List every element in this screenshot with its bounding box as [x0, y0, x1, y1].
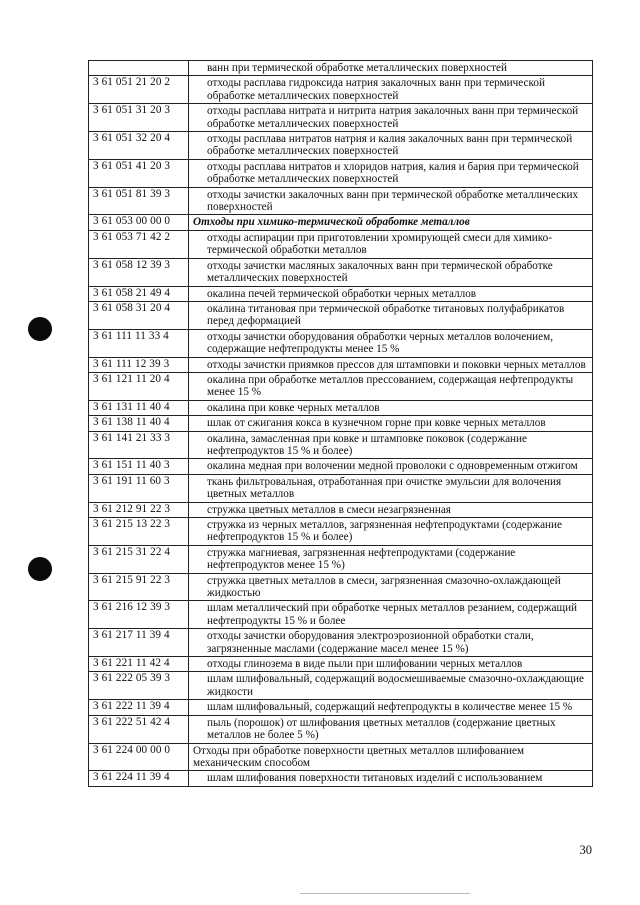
- table-row: [89, 518, 593, 546]
- table-group-row: [89, 743, 593, 771]
- waste-code-cell: 3 61 053 00 00 0: [89, 215, 189, 230]
- table-row: [89, 474, 593, 502]
- table-row: [89, 431, 593, 459]
- waste-code-cell: 3 61 138 11 40 4: [89, 416, 189, 431]
- table-row: [89, 357, 593, 372]
- waste-code-cell: 3 61 058 31 20 4: [89, 301, 189, 329]
- table-row: [89, 771, 593, 786]
- waste-description-cell: отходы зачистки приямков прессов для штамповки и поковки черных металлов: [189, 357, 593, 372]
- waste-code-cell: 3 61 216 12 39 3: [89, 601, 189, 629]
- scan-artifact-line: [300, 893, 470, 894]
- table-row: [89, 230, 593, 258]
- table-row: [89, 329, 593, 357]
- table-row: [89, 61, 593, 76]
- waste-description-cell: отходы аспирации при приготовлении хромирующей смеси для химико-термической обработки металлов: [189, 230, 593, 258]
- table-row: [89, 672, 593, 700]
- waste-description-cell: ванн при термической обработке металлических поверхностей: [189, 61, 593, 76]
- waste-code-cell: 3 61 051 81 39 3: [89, 187, 189, 215]
- waste-description-cell: окалина, замасленная при ковке и штамповке поковок (содержание нефтепродуктов 15 % и более): [189, 431, 593, 459]
- waste-code-cell: 3 61 222 05 39 3: [89, 672, 189, 700]
- waste-code-cell: 3 61 224 11 39 4: [89, 771, 189, 786]
- waste-code-cell: [89, 61, 189, 76]
- waste-code-cell: 3 61 051 21 20 2: [89, 76, 189, 104]
- waste-description-cell: окалина печей термической обработки черных металлов: [189, 286, 593, 301]
- table-row: [89, 459, 593, 474]
- waste-description-cell: отходы зачистки масляных закалочных ванн при термической обработке металлических поверхностей: [189, 258, 593, 286]
- table-row: [89, 400, 593, 415]
- table-row: [89, 545, 593, 573]
- waste-code-cell: 3 61 051 32 20 4: [89, 132, 189, 160]
- waste-code-cell: 3 61 131 11 40 4: [89, 400, 189, 415]
- waste-code-cell: 3 61 053 71 42 2: [89, 230, 189, 258]
- punch-hole: [28, 557, 52, 581]
- table-row: [89, 629, 593, 657]
- waste-code-cell: 3 61 141 21 33 3: [89, 431, 189, 459]
- waste-code-cell: 3 61 058 12 39 3: [89, 258, 189, 286]
- waste-description-cell: окалина титановая при термической обработке титановых полуфабрикатов перед деформацией: [189, 301, 593, 329]
- table-row: [89, 657, 593, 672]
- waste-code-cell: 3 61 215 91 22 3: [89, 573, 189, 601]
- waste-codes-table: [88, 60, 593, 787]
- waste-code-cell: 3 61 215 31 22 4: [89, 545, 189, 573]
- table-row: [89, 286, 593, 301]
- waste-description-cell: стружка из черных металлов, загрязненная нефтепродуктами (содержание нефтепродуктов 15 % и более): [189, 518, 593, 546]
- table-row: [89, 502, 593, 517]
- table-row: [89, 132, 593, 160]
- table-row: [89, 187, 593, 215]
- waste-description-cell: отходы расплава нитратов и хлоридов натрия, калия и бария при термической обработке металлических поверхностей: [189, 159, 593, 187]
- waste-code-cell: 3 61 051 41 20 3: [89, 159, 189, 187]
- table-row: [89, 573, 593, 601]
- waste-description-cell: пыль (порошок) от шлифования цветных металлов (содержание цветных металлов не более 5 %): [189, 715, 593, 743]
- waste-code-cell: 3 61 058 21 49 4: [89, 286, 189, 301]
- table-row: [89, 700, 593, 715]
- table-group-row: [89, 215, 593, 230]
- waste-description-cell: отходы расплава нитратов натрия и калия закалочных ванн при термической обработке металлических поверхностей: [189, 132, 593, 160]
- waste-description-cell: отходы глинозема в виде пыли при шлифовании черных металлов: [189, 657, 593, 672]
- waste-description-cell: отходы зачистки закалочных ванн при термической обработке металлических поверхностей: [189, 187, 593, 215]
- table-row: [89, 372, 593, 400]
- waste-description-cell: шлак от сжигания кокса в кузнечном горне при ковке черных металлов: [189, 416, 593, 431]
- waste-description-cell: ткань фильтровальная, отработанная при очистке эмульсии для волочения цветных металлов: [189, 474, 593, 502]
- waste-code-cell: 3 61 051 31 20 3: [89, 104, 189, 132]
- table-body: [89, 61, 593, 787]
- waste-description-cell: стружка магниевая, загрязненная нефтепродуктами (содержание нефтепродуктов менее 15 %): [189, 545, 593, 573]
- page-number: 30: [579, 843, 592, 857]
- waste-code-cell: 3 61 111 11 33 4: [89, 329, 189, 357]
- waste-description-cell: шлам шлифования поверхности титановых изделий с использованием: [189, 771, 593, 786]
- table-row: [89, 76, 593, 104]
- waste-description-cell: отходы зачистки оборудования обработки черных металлов волочением, содержащие нефтепродукты менее 15 %: [189, 329, 593, 357]
- waste-description-cell: отходы расплава гидроксида натрия закалочных ванн при термической обработке металлических поверхностей: [189, 76, 593, 104]
- waste-description-cell: Отходы при химико-термической обработке металлов: [189, 215, 593, 230]
- waste-code-cell: 3 61 111 12 39 3: [89, 357, 189, 372]
- table-row: [89, 159, 593, 187]
- waste-description-cell: шлам шлифовальный, содержащий водосмешиваемые смазочно-охлаждающие жидкости: [189, 672, 593, 700]
- waste-code-cell: 3 61 222 51 42 4: [89, 715, 189, 743]
- waste-description-cell: шлам металлический при обработке черных металлов резанием, содержащий нефтепродукты 15 % и более: [189, 601, 593, 629]
- table-row: [89, 104, 593, 132]
- waste-code-cell: 3 61 151 11 40 3: [89, 459, 189, 474]
- waste-code-cell: 3 61 224 00 00 0: [89, 743, 189, 771]
- waste-description-cell: окалина при ковке черных металлов: [189, 400, 593, 415]
- table-row: [89, 301, 593, 329]
- table-row: [89, 601, 593, 629]
- waste-description-cell: стружка цветных металлов в смеси незагрязненная: [189, 502, 593, 517]
- punch-hole: [28, 317, 52, 341]
- waste-description-cell: отходы расплава нитрата и нитрита натрия закалочных ванн при термической обработке металлических поверхностей: [189, 104, 593, 132]
- waste-code-cell: 3 61 121 11 20 4: [89, 372, 189, 400]
- waste-description-cell: окалина при обработке металлов прессованием, содержащая нефтепродукты менее 15 %: [189, 372, 593, 400]
- table-row: [89, 258, 593, 286]
- waste-code-cell: 3 61 215 13 22 3: [89, 518, 189, 546]
- waste-code-cell: 3 61 217 11 39 4: [89, 629, 189, 657]
- waste-description-cell: отходы зачистки оборудования электроэрозионной обработки стали, загрязненные маслами (содержание масел менее 15 %): [189, 629, 593, 657]
- waste-code-cell: 3 61 222 11 39 4: [89, 700, 189, 715]
- waste-description-cell: Отходы при обработке поверхности цветных металлов шлифованием механическим способом: [189, 743, 593, 771]
- table-row: [89, 715, 593, 743]
- waste-description-cell: окалина медная при волочении медной проволоки с одновременным отжигом: [189, 459, 593, 474]
- waste-code-cell: 3 61 212 91 22 3: [89, 502, 189, 517]
- table-row: [89, 416, 593, 431]
- waste-code-cell: 3 61 191 11 60 3: [89, 474, 189, 502]
- waste-code-cell: 3 61 221 11 42 4: [89, 657, 189, 672]
- waste-description-cell: стружка цветных металлов в смеси, загрязненная смазочно-охлаждающей жидкостью: [189, 573, 593, 601]
- waste-description-cell: шлам шлифовальный, содержащий нефтепродукты в количестве менее 15 %: [189, 700, 593, 715]
